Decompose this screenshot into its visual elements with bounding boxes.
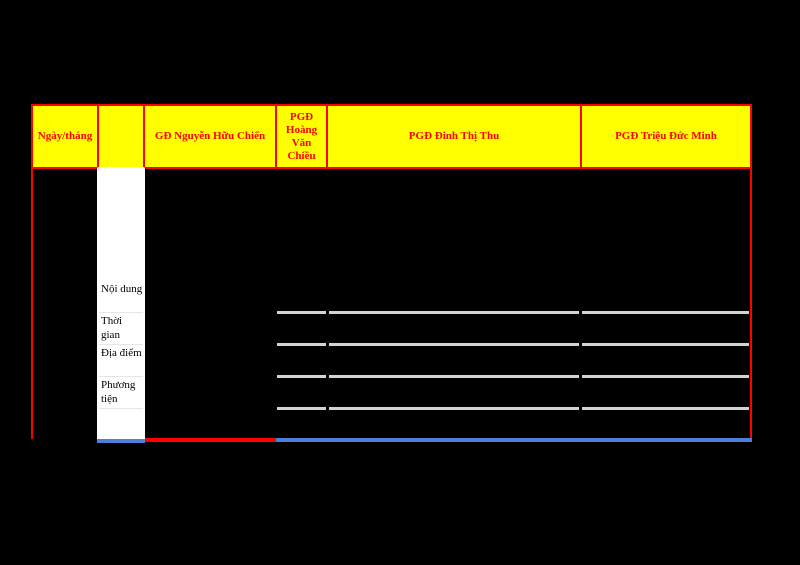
header-pgd-2 (326, 104, 582, 169)
col-gap-2 (579, 300, 582, 420)
col-gap-1 (326, 300, 329, 420)
label-noi-dung-text: Nội dung (101, 283, 143, 295)
row-line-2 (277, 343, 749, 346)
bottom-line-gd (145, 438, 276, 442)
label-sep-1 (99, 312, 143, 313)
header-date-label: Ngày/tháng (37, 130, 93, 142)
header-blank (97, 104, 145, 169)
bottom-line-pgd (276, 438, 752, 442)
header-pgd-1 (275, 104, 328, 169)
header-gd (143, 104, 277, 169)
row-line-1 (277, 311, 749, 314)
label-thoi-gian (97, 314, 143, 344)
header-pgd-3-label: PGĐ Triệu Đức Minh (615, 130, 717, 142)
label-phuong-tien-text: Phương tiện (101, 379, 136, 405)
header-pgd-1-label: PGĐ Hoàng Văn Chiều (285, 110, 318, 162)
label-phuong-tien (97, 378, 143, 408)
label-sep-4 (99, 408, 143, 409)
row-line-3 (277, 375, 749, 378)
label-dia-diem (97, 346, 143, 376)
header-gd-label: GĐ Nguyễn Hữu Chiến (154, 130, 266, 142)
body-left-border (31, 169, 33, 439)
header-pgd-3 (580, 104, 752, 169)
label-thoi-gian-text: Thời gian (101, 315, 123, 341)
label-dia-diem-text: Địa điểm (101, 347, 142, 359)
body-right-border (750, 169, 752, 439)
header-date (31, 104, 99, 169)
label-sep-3 (99, 376, 143, 377)
header-pgd-2-label: PGĐ Đinh Thị Thu (408, 130, 500, 142)
label-noi-dung (97, 282, 143, 312)
label-sep-2 (99, 344, 143, 345)
bottom-line-label (97, 439, 145, 443)
row-line-4 (277, 407, 749, 410)
